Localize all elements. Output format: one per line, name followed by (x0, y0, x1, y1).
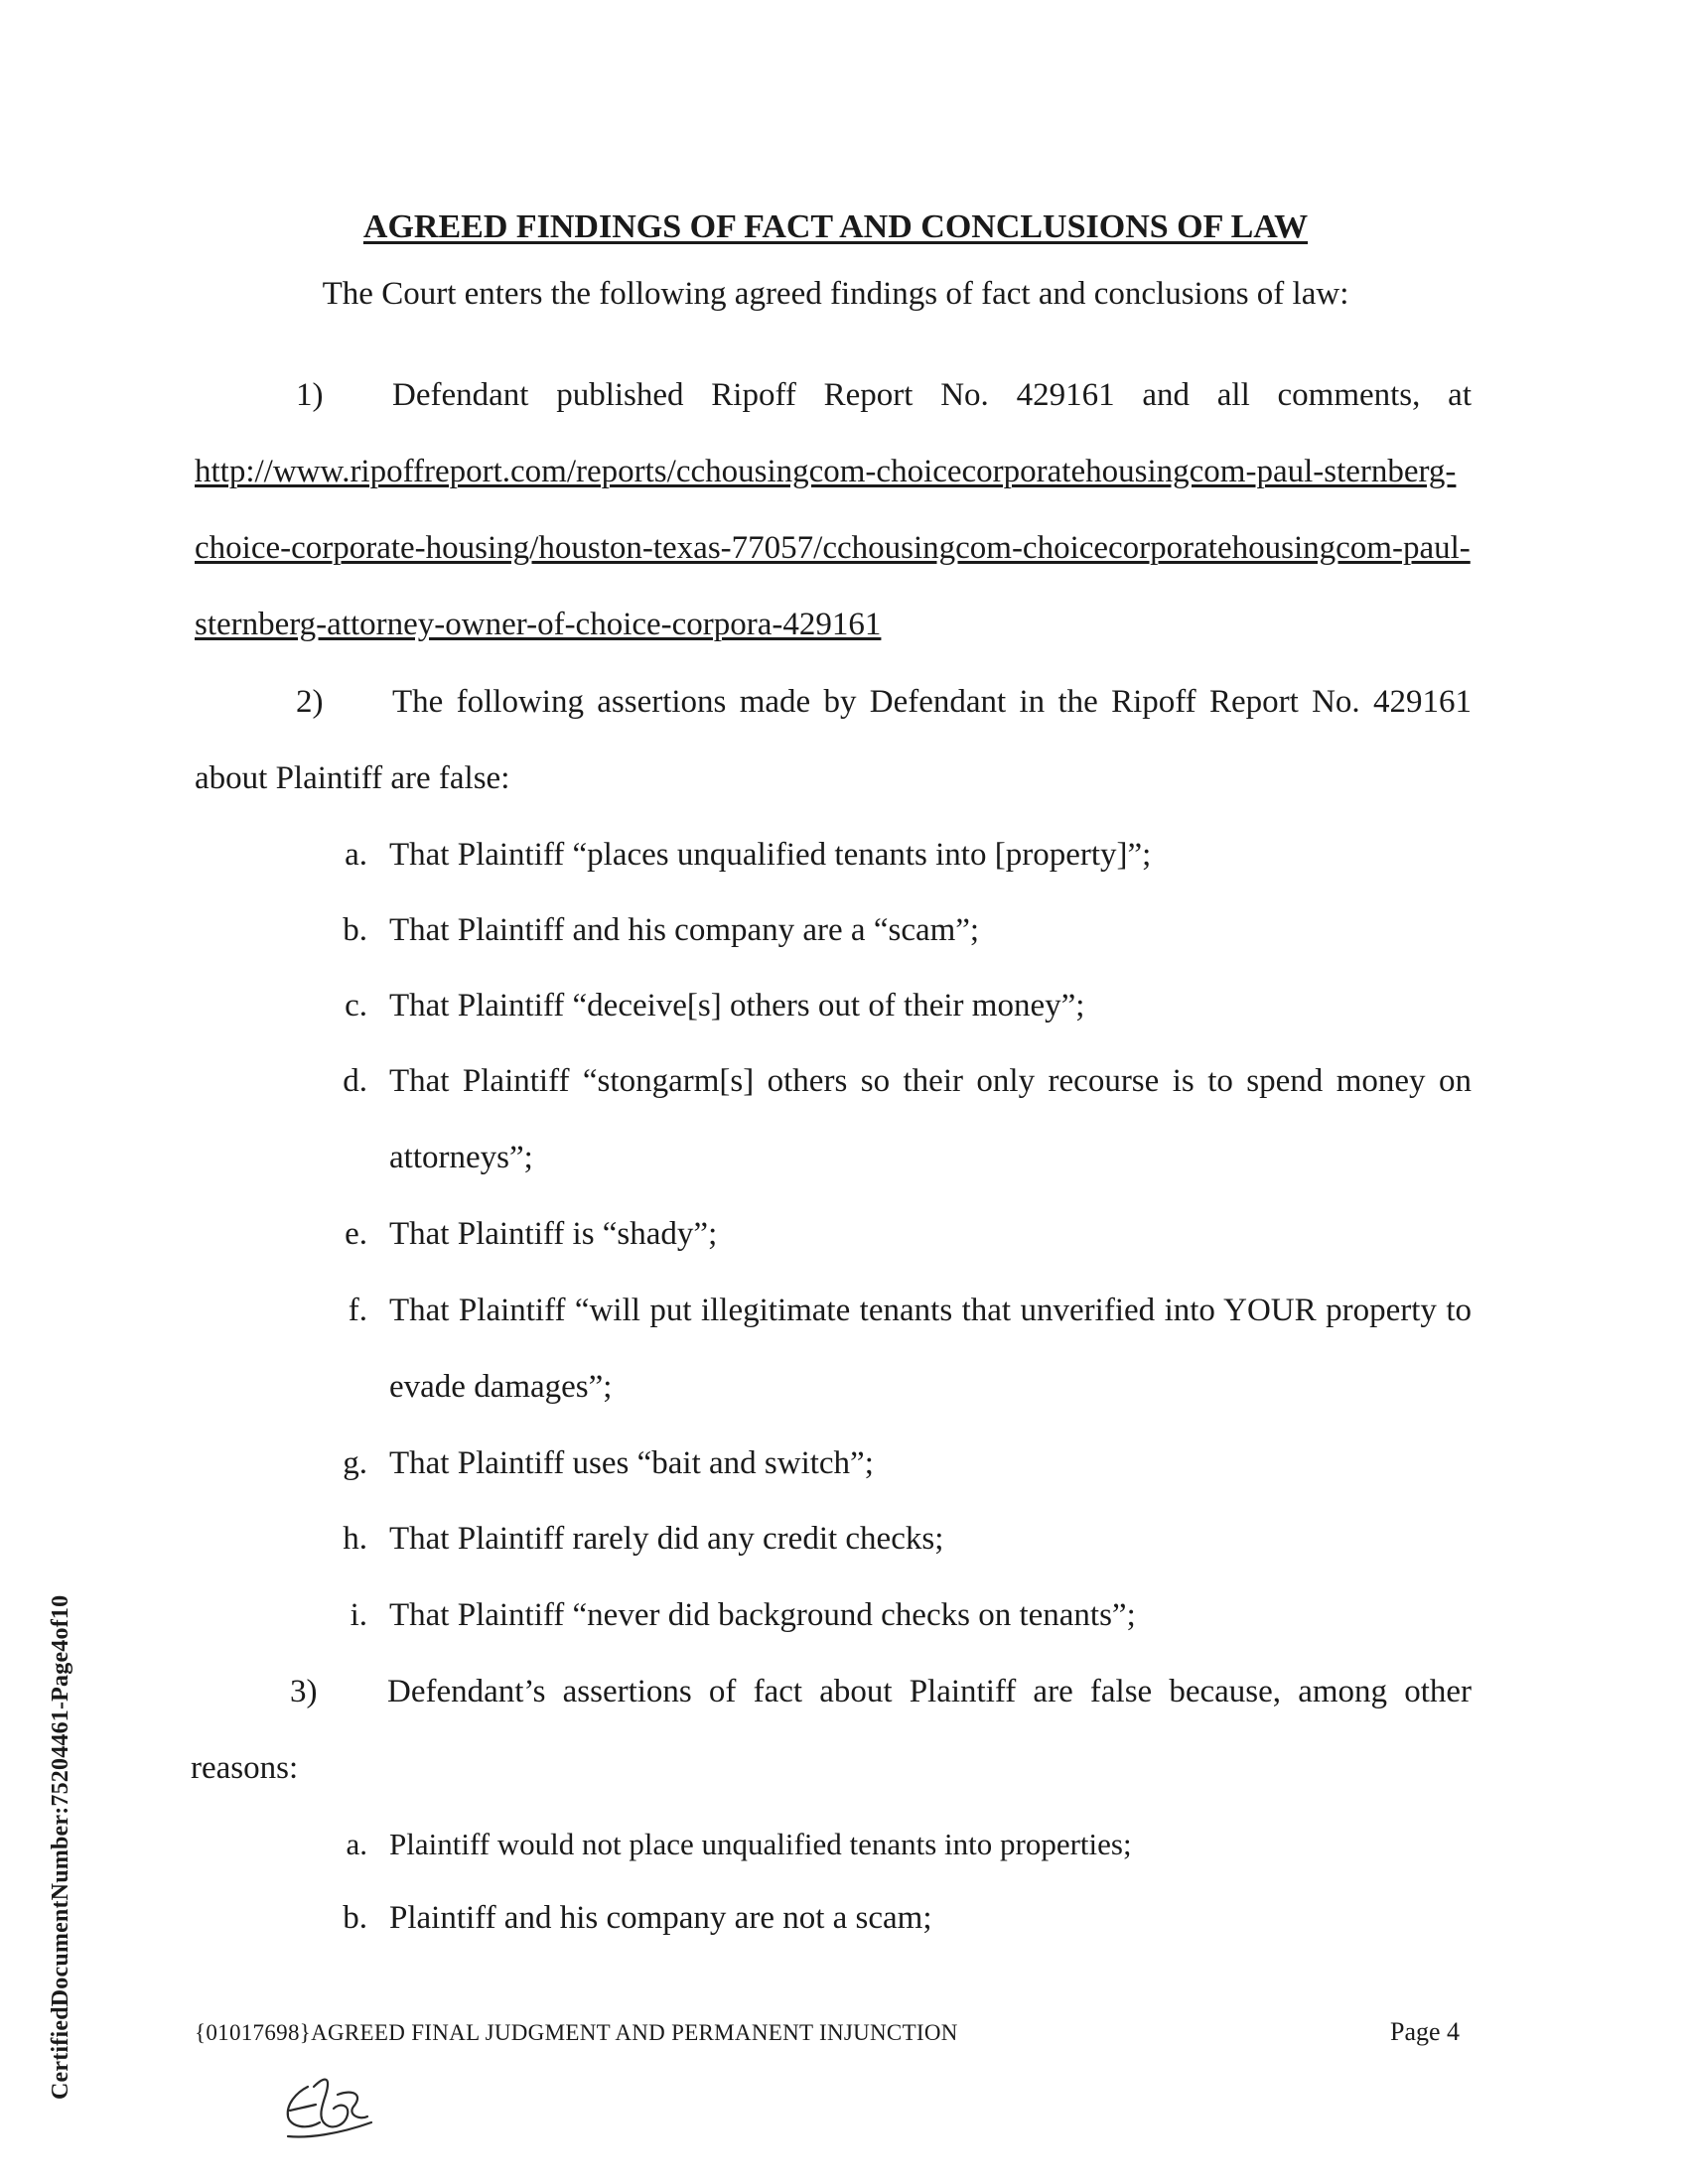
finding-2-item-f-continued: evade damages”; (389, 1369, 613, 1405)
finding-3-line-2: reasons: (191, 1750, 299, 1786)
finding-1-number: 1) (296, 377, 324, 413)
finding-1-url-line-3[interactable]: sternberg-attorney-owner-of-choice-corpora-429161 (195, 607, 882, 642)
certification-stamp: CertifiedDocumentNumber:75204461-Page4of10 (48, 1594, 73, 2100)
finding-2-item-b-letter: b. (343, 912, 367, 948)
finding-2-item-e-letter: e. (345, 1216, 367, 1252)
page-number: Page 4 (1390, 2017, 1461, 2046)
finding-2-line-2: about Plaintiff are false: (195, 760, 510, 796)
finding-2-item-f: That Plaintiff “will put illegitimate tenants that unverified into YOUR property to (389, 1293, 1472, 1328)
finding-2-line-1: The following assertions made by Defendant in the Ripoff Report No. 429161 (392, 684, 1472, 720)
finding-2-item-f-letter: f. (348, 1293, 367, 1328)
finding-2-item-g-letter: g. (343, 1445, 367, 1481)
finding-3-line-1: Defendant’s assertions of fact about Plaintiff are false because, among other (387, 1674, 1472, 1709)
finding-2-item-a: That Plaintiff “places unqualified tenants into [property]”; (389, 837, 1152, 873)
finding-2-item-d: That Plaintiff “stongarm[s] others so their only recourse is to spend money on (389, 1063, 1472, 1099)
finding-2-item-c: That Plaintiff “deceive[s] others out of their money”; (389, 988, 1085, 1024)
finding-2-item-i-letter: i. (350, 1597, 367, 1633)
finding-2-item-b: That Plaintiff and his company are a “scam”; (389, 912, 980, 948)
initials-signature (268, 2065, 387, 2154)
finding-2-item-c-letter: c. (345, 988, 367, 1024)
finding-3-number: 3) (290, 1674, 318, 1709)
finding-1-text: Defendant published Ripoff Report No. 429161 and all comments, at (392, 377, 1472, 413)
finding-2-item-a-letter: a. (345, 837, 367, 873)
finding-2-item-h: That Plaintiff rarely did any credit checks; (389, 1521, 944, 1557)
finding-2-item-h-letter: h. (343, 1521, 367, 1557)
finding-1-url-line-2[interactable]: choice-corporate-housing/houston-texas-77057/cchousingcom-choicecorporatehousingcom-paul- (195, 530, 1471, 566)
intro-paragraph: The Court enters the following agreed findings of fact and conclusions of law: (322, 276, 1349, 312)
section-heading: AGREED FINDINGS OF FACT AND CONCLUSIONS OF LAW (362, 208, 1309, 245)
finding-3-item-a-letter: a. (346, 1827, 367, 1861)
finding-3-item-b: Plaintiff and his company are not a scam; (389, 1900, 932, 1936)
footer-document-title: {01017698}AGREED FINAL JUDGMENT AND PERMANENT INJUNCTION (195, 2020, 958, 2045)
finding-2-number: 2) (296, 684, 324, 720)
finding-2-item-d-letter: d. (343, 1063, 367, 1099)
finding-2-item-e: That Plaintiff is “shady”; (389, 1216, 718, 1252)
finding-1-url-line-1[interactable]: http://www.ripoffreport.com/reports/cchousingcom-choicecorporatehousingcom-paul-sternberg- (195, 454, 1457, 489)
finding-2-item-i: That Plaintiff “never did background checks on tenants”; (389, 1597, 1136, 1633)
finding-3-item-a: Plaintiff would not place unqualified tenants into properties; (389, 1827, 1132, 1861)
finding-2-item-d-continued: attorneys”; (389, 1140, 533, 1175)
finding-3-item-b-letter: b. (343, 1900, 367, 1936)
finding-2-item-g: That Plaintiff uses “bait and switch”; (389, 1445, 874, 1481)
